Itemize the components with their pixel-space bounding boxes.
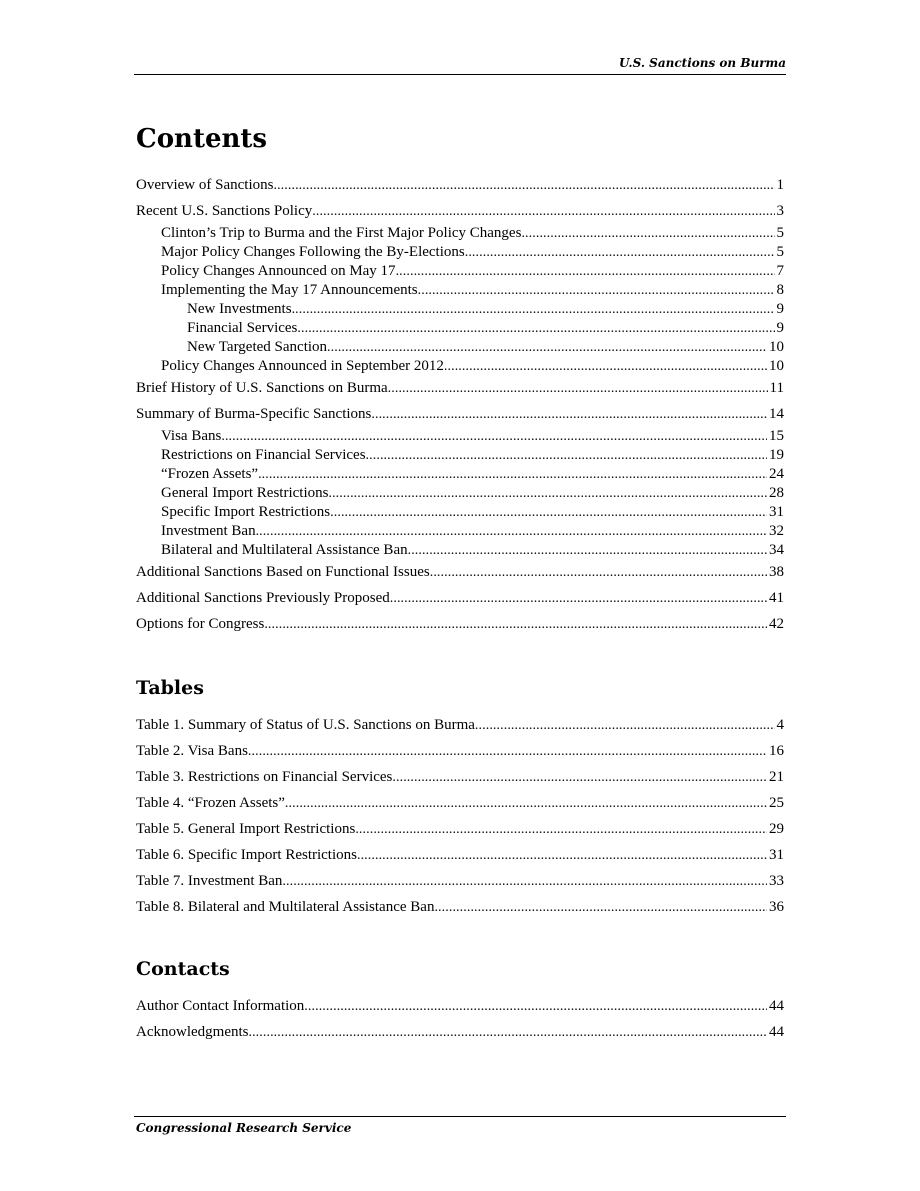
toc-page-number: 38 <box>769 564 784 580</box>
toc-entry-label: Summary of Burma-Specific Sanctions <box>136 406 372 422</box>
toc-leader-dots <box>256 522 767 540</box>
toc-entry[interactable] <box>161 503 784 521</box>
footer-rule <box>134 1116 786 1117</box>
toc-page-number: 36 <box>769 899 784 915</box>
toc-page-number: 21 <box>769 769 784 785</box>
toc-page-number: 3 <box>776 203 784 219</box>
toc-page-number: 16 <box>769 743 784 759</box>
toc-entry-label: Bilateral and Multilateral Assistance Ban <box>161 542 408 558</box>
toc-entry[interactable] <box>161 522 784 540</box>
toc-leader-dots <box>304 997 767 1015</box>
toc-entry-label: Table 8. Bilateral and Multilateral Assistance Ban <box>136 899 435 915</box>
toc-entry[interactable] <box>187 319 784 337</box>
toc-entry-label: Additional Sanctions Previously Proposed <box>136 590 390 606</box>
toc-page-number: 42 <box>769 616 784 632</box>
toc-page-number: 10 <box>769 358 784 374</box>
toc-entry[interactable] <box>136 1023 784 1041</box>
toc-entry[interactable] <box>136 716 784 734</box>
toc-leader-dots <box>248 742 767 760</box>
toc-entry-label: Table 2. Visa Bans <box>136 743 248 759</box>
toc-entry[interactable] <box>136 846 784 864</box>
toc-entry[interactable] <box>136 615 784 633</box>
toc-entry[interactable] <box>136 202 784 220</box>
toc-entry[interactable] <box>136 176 784 194</box>
toc-entry[interactable] <box>136 997 784 1015</box>
toc-page-number: 7 <box>776 263 784 279</box>
toc-entry-label: Major Policy Changes Following the By-Elections <box>161 244 465 260</box>
toc-entry[interactable] <box>136 794 784 812</box>
toc-leader-dots <box>355 820 767 838</box>
toc-page-number: 1 <box>776 177 784 193</box>
toc-entry[interactable] <box>187 300 784 318</box>
toc-entry-label: New Investments <box>187 301 292 317</box>
toc-page-number: 41 <box>769 590 784 606</box>
toc-entry[interactable] <box>161 262 784 280</box>
toc-entry-label: Table 4. “Frozen Assets” <box>136 795 285 811</box>
toc-entry-label: Brief History of U.S. Sanctions on Burma <box>136 380 388 396</box>
toc-leader-dots <box>408 541 767 559</box>
toc-page-number: 9 <box>776 301 784 317</box>
toc-page-number: 4 <box>776 717 784 733</box>
toc-leader-dots <box>292 300 775 318</box>
toc-page-number: 8 <box>776 282 784 298</box>
toc-leader-dots <box>264 615 767 633</box>
toc-entry[interactable] <box>136 405 784 423</box>
toc-page-number: 29 <box>769 821 784 837</box>
toc-entry-label: Specific Import Restrictions <box>161 504 331 520</box>
toc-entry-label: “Frozen Assets” <box>161 466 259 482</box>
toc-leader-dots <box>248 1023 767 1041</box>
toc-leader-dots <box>444 357 767 375</box>
toc-entry[interactable] <box>161 427 784 445</box>
toc-page-number: 34 <box>769 542 784 558</box>
toc-leader-dots <box>521 224 774 242</box>
toc-entry[interactable] <box>136 742 784 760</box>
toc-page-number: 5 <box>776 244 784 260</box>
toc-entry-label: Table 1. Summary of Status of U.S. Sanctions on Burma <box>136 717 475 733</box>
toc-leader-dots <box>392 768 767 786</box>
toc-page-number: 5 <box>776 225 784 241</box>
toc-entry-label: Author Contact Information <box>136 998 305 1014</box>
toc-entry[interactable] <box>136 563 784 581</box>
toc-entry-label: Recent U.S. Sanctions Policy <box>136 203 313 219</box>
toc-leader-dots <box>221 427 767 445</box>
toc-leader-dots <box>312 202 774 220</box>
toc-entry-label: Investment Ban <box>161 523 256 539</box>
toc-entry-label: Implementing the May 17 Announcements <box>161 282 418 298</box>
toc-leader-dots <box>297 319 774 337</box>
toc-entry-label: Policy Changes Announced in September 2012 <box>161 358 444 374</box>
toc-leader-dots <box>366 446 767 464</box>
toc-leader-dots <box>434 898 767 916</box>
toc-entry[interactable] <box>161 465 784 483</box>
toc-entry-label: Table 3. Restrictions on Financial Services <box>136 769 393 785</box>
toc-leader-dots <box>285 794 767 812</box>
tables-heading: Tables <box>136 677 204 699</box>
toc-leader-dots <box>282 872 767 890</box>
toc-page-number: 31 <box>769 504 784 520</box>
toc-leader-dots <box>475 716 775 734</box>
contacts-heading: Contacts <box>136 958 230 980</box>
toc-page-number: 25 <box>769 795 784 811</box>
toc-entry[interactable] <box>161 243 784 261</box>
toc-entry-label: Additional Sanctions Based on Functional Issues <box>136 564 430 580</box>
toc-page-number: 33 <box>769 873 784 889</box>
toc-entry[interactable] <box>136 872 784 890</box>
toc-entry-label: General Import Restrictions <box>161 485 329 501</box>
toc-leader-dots <box>273 176 774 194</box>
toc-leader-dots <box>396 262 775 280</box>
toc-page-number: 19 <box>769 447 784 463</box>
toc-leader-dots <box>430 563 767 581</box>
toc-page-number: 9 <box>776 320 784 336</box>
contents-heading: Contents <box>136 124 268 154</box>
toc-leader-dots <box>258 465 767 483</box>
toc-entry[interactable] <box>161 357 784 375</box>
toc-leader-dots <box>330 503 767 521</box>
toc-entry-label: New Targeted Sanction <box>187 339 328 355</box>
toc-entry-label: Acknowledgments <box>136 1024 249 1040</box>
toc-page-number: 10 <box>769 339 784 355</box>
toc-leader-dots <box>371 405 767 423</box>
toc-page-number: 11 <box>769 380 784 396</box>
toc-leader-dots <box>388 379 768 397</box>
toc-entry[interactable] <box>161 224 784 242</box>
running-header-title: U.S. Sanctions on Burma <box>619 56 786 70</box>
toc-entry-label: Table 7. Investment Ban <box>136 873 283 889</box>
toc-entry-label: Options for Congress <box>136 616 265 632</box>
footer-organization: Congressional Research Service <box>136 1121 352 1135</box>
toc-entry-label: Overview of Sanctions <box>136 177 274 193</box>
header-rule <box>134 74 786 75</box>
toc-page-number: 32 <box>769 523 784 539</box>
toc-leader-dots <box>390 589 767 607</box>
toc-entry[interactable] <box>187 338 784 356</box>
toc-entry[interactable] <box>161 446 784 464</box>
toc-entry-label: Table 6. Specific Import Restrictions <box>136 847 357 863</box>
toc-entry[interactable] <box>161 541 784 559</box>
toc-entry-label: Visa Bans <box>161 428 222 444</box>
toc-leader-dots <box>418 281 775 299</box>
toc-page-number: 44 <box>769 1024 784 1040</box>
toc-entry-label: Restrictions on Financial Services <box>161 447 366 463</box>
toc-entry-label: Financial Services <box>187 320 298 336</box>
toc-entry[interactable] <box>161 484 784 502</box>
toc-entry[interactable] <box>161 281 784 299</box>
toc-leader-dots <box>465 243 775 261</box>
toc-entry-label: Policy Changes Announced on May 17 <box>161 263 396 279</box>
toc-entry[interactable] <box>136 820 784 838</box>
toc-page-number: 15 <box>769 428 784 444</box>
toc-page-number: 24 <box>769 466 784 482</box>
toc-entry-label: Clinton’s Trip to Burma and the First Major Policy Changes <box>161 225 522 241</box>
toc-leader-dots <box>357 846 767 864</box>
toc-entry[interactable] <box>136 589 784 607</box>
toc-entry[interactable] <box>136 379 784 397</box>
toc-entry[interactable] <box>136 768 784 786</box>
toc-entry[interactable] <box>136 898 784 916</box>
toc-page-number: 28 <box>769 485 784 501</box>
toc-leader-dots <box>328 484 767 502</box>
toc-entry-label: Table 5. General Import Restrictions <box>136 821 356 837</box>
toc-leader-dots <box>327 338 767 356</box>
toc-page-number: 14 <box>769 406 784 422</box>
toc-page-number: 31 <box>769 847 784 863</box>
toc-page-number: 44 <box>769 998 784 1014</box>
